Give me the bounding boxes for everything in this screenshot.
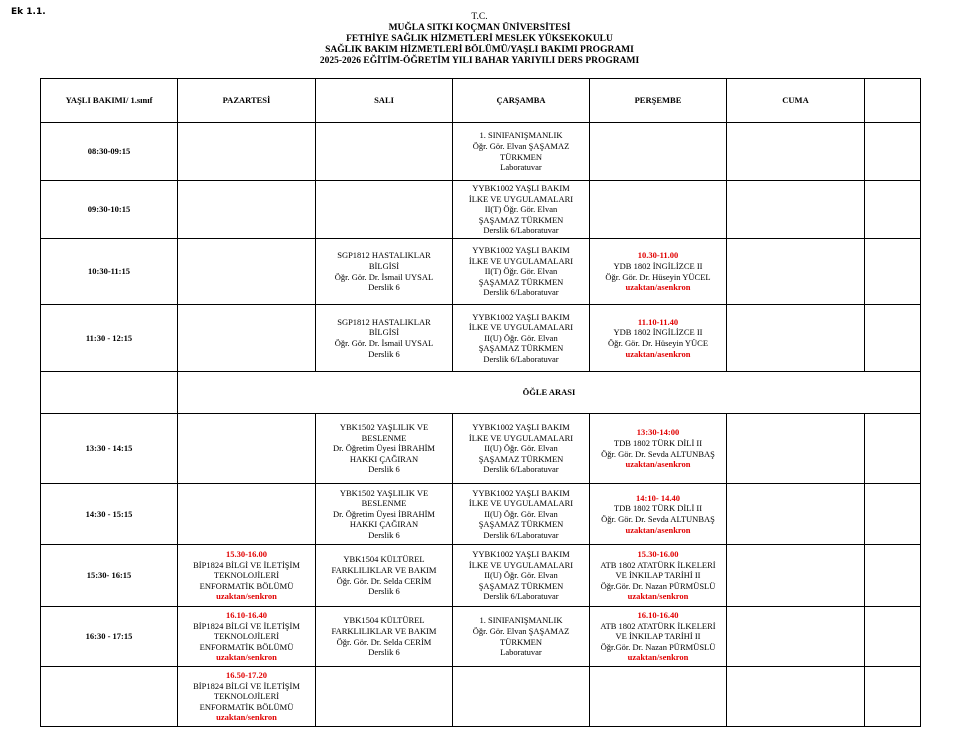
course-line: ŞAŞAMAZ TÜRKMEN (478, 519, 564, 530)
cell-empty (178, 181, 316, 239)
course-line: FARKLILIKLAR VE BAKIM (331, 625, 437, 636)
time-slot: 15:30- 16:15 (41, 545, 178, 607)
course-line: Derslik 6/Laboratuvar (483, 353, 559, 364)
delivery-mode: uzaktan/senkron (216, 712, 277, 723)
course-line: TDB 1802 TÜRK DİLİ II (613, 503, 703, 514)
cell-empty (727, 545, 865, 607)
course-line: İLKE VE UYGULAMALARI (468, 322, 574, 333)
course-line: Öğr. Gör. Dr. Sevda ALTUNBAŞ (601, 448, 715, 459)
cell-empty (727, 123, 865, 181)
cell-empty (727, 305, 865, 372)
cell-course (316, 607, 453, 667)
course-line: İLKE VE UYGULAMALARI (468, 559, 574, 570)
header-line-1: T.C. (471, 12, 488, 22)
course-line: Derslik 6/Laboratuvar (483, 225, 559, 236)
course-line: BİP1824 BİLGİ VE İLETİŞİM (193, 559, 300, 570)
course-line: HAKKI ÇAĞIRAN (349, 519, 419, 530)
cell-course (316, 414, 453, 484)
cell-empty (178, 305, 316, 372)
course-line: TEKNOLOJİLERİ (213, 691, 280, 702)
time-slot: 10:30-11:15 (41, 239, 178, 305)
course-line: TÜRKMEN (499, 636, 543, 647)
course-line: BİLGİSİ (368, 260, 400, 271)
time-slot: 09:30-10:15 (41, 181, 178, 239)
cell-course (316, 239, 453, 305)
cell-empty (590, 123, 727, 181)
cell-empty (727, 181, 865, 239)
session-time: 15.30-16.00 (637, 549, 679, 560)
course-line: İLKE VE UYGULAMALARI (468, 255, 574, 266)
cell-online-course (590, 239, 727, 305)
cell-empty (865, 545, 921, 607)
cell-course (453, 181, 590, 239)
course-line: BESLENME (361, 432, 407, 443)
course-line: 1. SINIFANIŞMANLIK (479, 615, 563, 626)
cell-empty (727, 667, 865, 727)
time-slot: 16:30 - 17:15 (41, 607, 178, 667)
cell-course (316, 305, 453, 372)
course-line: Öğr.Gör. Dr. Nazan PÜRMÜSLÜ (600, 580, 716, 591)
course-line: SGP1812 HASTALIKLAR (337, 316, 431, 327)
cell-empty (178, 484, 316, 545)
course-line: YBK1502 YAŞLILIK VE (339, 422, 429, 433)
cell-online-course (590, 305, 727, 372)
col-header-monday: PAZARTESİ (178, 79, 316, 123)
delivery-mode: uzaktan/senkron (627, 652, 689, 663)
cell-empty (316, 123, 453, 181)
delivery-mode: uzaktan/asenkron (625, 524, 691, 535)
course-line: Dr. Öğretim Üyesi İBRAHİM (333, 443, 435, 454)
course-line: Derslik 6 (368, 586, 400, 597)
course-line: FARKLILIKLAR VE BAKIM (331, 564, 437, 575)
course-line: Derslik 6 (368, 348, 400, 359)
cell-empty (590, 667, 727, 727)
course-line: ŞAŞAMAZ TÜRKMEN (478, 453, 564, 464)
course-line: Laboratuvar (500, 647, 542, 658)
time-slot: 11:30 - 12:15 (41, 305, 178, 372)
cell-empty (865, 607, 921, 667)
course-line: ATB 1802 ATATÜRK İLKELERİ (600, 559, 716, 570)
course-line: Öğr.Gör. Dr. Nazan PÜRMÜSLÜ (600, 641, 716, 652)
cell-course (453, 123, 590, 181)
session-time: 16.50-17.20 (225, 670, 268, 681)
course-line: ŞAŞAMAZ TÜRKMEN (478, 343, 564, 354)
course-line: YYBK1002 YAŞLI BAKIM (472, 183, 570, 194)
cell-online-course (590, 484, 727, 545)
cell-online-course (590, 607, 727, 667)
course-line: II(T) Öğr. Gör. Elvan (484, 266, 558, 277)
header-school: FETHİYE SAĞLIK HİZMETLERİ MESLEK YÜKSEKOKULU (346, 34, 613, 44)
schedule-table (40, 78, 921, 727)
cell-course (316, 484, 453, 545)
cell-empty (727, 239, 865, 305)
session-time: 16.10-16.40 (225, 610, 268, 621)
course-line: TEKNOLOJİLERİ (213, 570, 280, 581)
course-line: Öğr. Gör. Elvan ŞAŞAMAZ (472, 140, 570, 151)
delivery-mode: uzaktan/senkron (627, 591, 689, 602)
course-line: BİP1824 BİLGİ VE İLETİŞİM (193, 680, 300, 691)
course-line: Derslik 6/Laboratuvar (483, 287, 559, 298)
table-row (41, 239, 921, 305)
col-header-wednesday: ÇARŞAMBA (453, 79, 590, 123)
course-line: Derslik 6/Laboratuvar (483, 591, 559, 602)
course-line: ENFORMATİK BÖLÜMÜ (199, 580, 294, 591)
course-line: ENFORMATİK BÖLÜMÜ (199, 701, 294, 712)
course-line: İLKE VE UYGULAMALARI (468, 498, 574, 509)
cell-course (453, 545, 590, 607)
session-time: 15.30-16.00 (225, 549, 268, 560)
table-row (41, 181, 921, 239)
cell-empty (316, 181, 453, 239)
course-line: VE İNKILAP TARİHİ II (615, 570, 701, 581)
course-line: Laboratuvar (500, 162, 542, 173)
course-line: 1. SINIFANIŞMANLIK (479, 130, 563, 141)
course-line: II(U) Öğr. Gör. Elvan (484, 508, 558, 519)
header-row (41, 79, 921, 123)
cell-empty (178, 414, 316, 484)
course-line: YYBK1002 YAŞLI BAKIM (472, 487, 570, 498)
course-line: Derslik 6 (368, 647, 400, 658)
cell-empty (727, 414, 865, 484)
course-line: II(T) Öğr. Gör. Elvan (484, 204, 558, 215)
cell-empty (41, 667, 178, 727)
col-header-friday: CUMA (727, 79, 865, 123)
cell-empty (727, 484, 865, 545)
course-line: Öğr. Gör. Dr. Sevda ALTUNBAŞ (601, 514, 715, 524)
cell-empty (865, 305, 921, 372)
cell-course (453, 484, 590, 545)
cell-course (316, 545, 453, 607)
course-line: İLKE VE UYGULAMALARI (468, 432, 574, 443)
course-line: BİP1824 BİLGİ VE İLETİŞİM (193, 620, 300, 631)
cell-empty (865, 667, 921, 727)
cell-online-course (178, 607, 316, 667)
col-header-thursday: PERŞEMBE (590, 79, 727, 123)
cell-empty (727, 607, 865, 667)
course-line: Öğr. Gör. Dr. Selda CERİM (336, 636, 432, 647)
table-row (41, 123, 921, 181)
cell-empty (865, 181, 921, 239)
header-university: MUĞLA SITKI KOÇMAN ÜNİVERSİTESİ (388, 23, 571, 33)
course-line: YBK1502 YAŞLILIK VE (339, 487, 429, 498)
course-line: Derslik 6 (368, 282, 400, 293)
course-line: YBK1504 KÜLTÜREL (343, 554, 425, 565)
cell-empty (865, 414, 921, 484)
course-line: BİLGİSİ (368, 327, 400, 338)
course-line: YDB 1802 İNGİLİZCE II (613, 327, 703, 338)
col-header-extra (865, 79, 921, 123)
course-line: TEKNOLOJİLERİ (213, 631, 280, 642)
course-line: Öğr. Gör. Dr. Hüseyin YÜCE (607, 338, 709, 348)
table-row (41, 545, 921, 607)
cell-empty (865, 123, 921, 181)
table-row (41, 607, 921, 667)
time-slot: 14:30 - 15:15 (41, 484, 178, 545)
lunch-row (41, 372, 921, 414)
course-line: ŞAŞAMAZ TÜRKMEN (478, 276, 564, 287)
course-line: VE İNKILAP TARİHİ II (615, 631, 701, 642)
course-line: ŞAŞAMAZ TÜRKMEN (478, 214, 564, 225)
delivery-mode: uzaktan/asenkron (625, 282, 691, 293)
table-row (41, 484, 921, 545)
lunch-break: ÖĞLE ARASI (178, 372, 921, 414)
course-line: ENFORMATİK BÖLÜMÜ (199, 641, 294, 652)
delivery-mode: uzaktan/asenkron (625, 459, 691, 470)
cell-online-course (590, 414, 727, 484)
cell-course (453, 607, 590, 667)
course-line: İLKE VE UYGULAMALARI (468, 193, 574, 204)
cell-course (453, 239, 590, 305)
course-line: YYBK1002 YAŞLI BAKIM (472, 422, 570, 433)
course-line: ATB 1802 ATATÜRK İLKELERİ (600, 620, 716, 631)
course-line: BESLENME (361, 498, 407, 509)
course-line: Öğr. Gör. Dr. Selda CERİM (336, 575, 432, 586)
session-time: 13:30-14:00 (636, 427, 680, 438)
course-line: TDB 1802 TÜRK DİLİ II (613, 437, 703, 448)
col-header-program: YAŞLI BAKIMI/ 1.sınıf (41, 79, 178, 123)
course-line: Derslik 6/Laboratuvar (483, 529, 559, 540)
table-row (41, 667, 921, 727)
course-line: YYBK1002 YAŞLI BAKIM (472, 245, 570, 256)
cell-empty (590, 181, 727, 239)
course-line: YDB 1802 İNGİLİZCE II (613, 260, 703, 271)
table-row (41, 305, 921, 372)
time-slot: 08:30-09:15 (41, 123, 178, 181)
header-term: 2025-2026 EĞİTİM-ÖĞRETİM YILI BAHAR YARIYILI DERS PROGRAMI (319, 56, 640, 66)
header-department: SAĞLIK BAKIM HİZMETLERİ BÖLÜMÜ/YAŞLI BAKIMI PROGRAMI (325, 45, 634, 55)
course-line: Derslik 6 (368, 464, 400, 475)
time-slot: 13:30 - 14:15 (41, 414, 178, 484)
course-line: YBK1504 KÜLTÜREL (343, 615, 425, 626)
delivery-mode: uzaktan/asenkron (625, 348, 691, 359)
cell-empty (865, 239, 921, 305)
cell-online-course (178, 545, 316, 607)
cell-online-course (178, 667, 316, 727)
cell-empty (178, 239, 316, 305)
session-time: 11.10-11.40 (637, 316, 679, 327)
course-line: Öğr. Gör. Dr. İsmail UYSAL (334, 271, 434, 282)
appendix-label: Ek 1.1. (11, 7, 46, 17)
session-time: 14:10- 14.40 (636, 492, 680, 503)
document-header (0, 12, 959, 67)
course-line: II(U) Öğr. Gör. Elvan (484, 332, 558, 343)
course-line: Derslik 6/Laboratuvar (483, 464, 559, 475)
course-line: Dr. Öğretim Üyesi İBRAHİM (333, 508, 435, 519)
course-line: HAKKI ÇAĞIRAN (349, 453, 419, 464)
cell-empty (865, 484, 921, 545)
cell-empty (41, 372, 178, 414)
delivery-mode: uzaktan/senkron (216, 652, 277, 663)
course-line: II(U) Öğr. Gör. Elvan (484, 570, 558, 581)
session-time: 16.10-16.40 (637, 610, 679, 621)
course-line: II(U) Öğr. Gör. Elvan (484, 443, 558, 454)
course-line: Öğr. Gör. Elvan ŞAŞAMAZ (472, 625, 570, 636)
cell-empty (178, 123, 316, 181)
cell-course (453, 414, 590, 484)
course-line: YYBK1002 YAŞLI BAKIM (472, 311, 570, 322)
course-line: TÜRKMEN (499, 151, 543, 162)
course-line: Öğr. Gör. Dr. Hüseyin YÜCEL (605, 271, 711, 282)
session-time: 10.30-11.00 (637, 250, 679, 261)
course-line: ŞAŞAMAZ TÜRKMEN (478, 580, 564, 591)
cell-online-course (590, 545, 727, 607)
course-line: YYBK1002 YAŞLI BAKIM (472, 549, 570, 560)
course-line: Derslik 6 (368, 529, 400, 540)
col-header-tuesday: SALI (316, 79, 453, 123)
cell-course (453, 305, 590, 372)
course-line: Öğr. Gör. Dr. İsmail UYSAL (334, 338, 434, 348)
cell-empty (316, 667, 453, 727)
course-line: SGP1812 HASTALIKLAR (337, 250, 431, 261)
delivery-mode: uzaktan/senkron (216, 591, 277, 602)
table-row (41, 414, 921, 484)
cell-empty (453, 667, 590, 727)
